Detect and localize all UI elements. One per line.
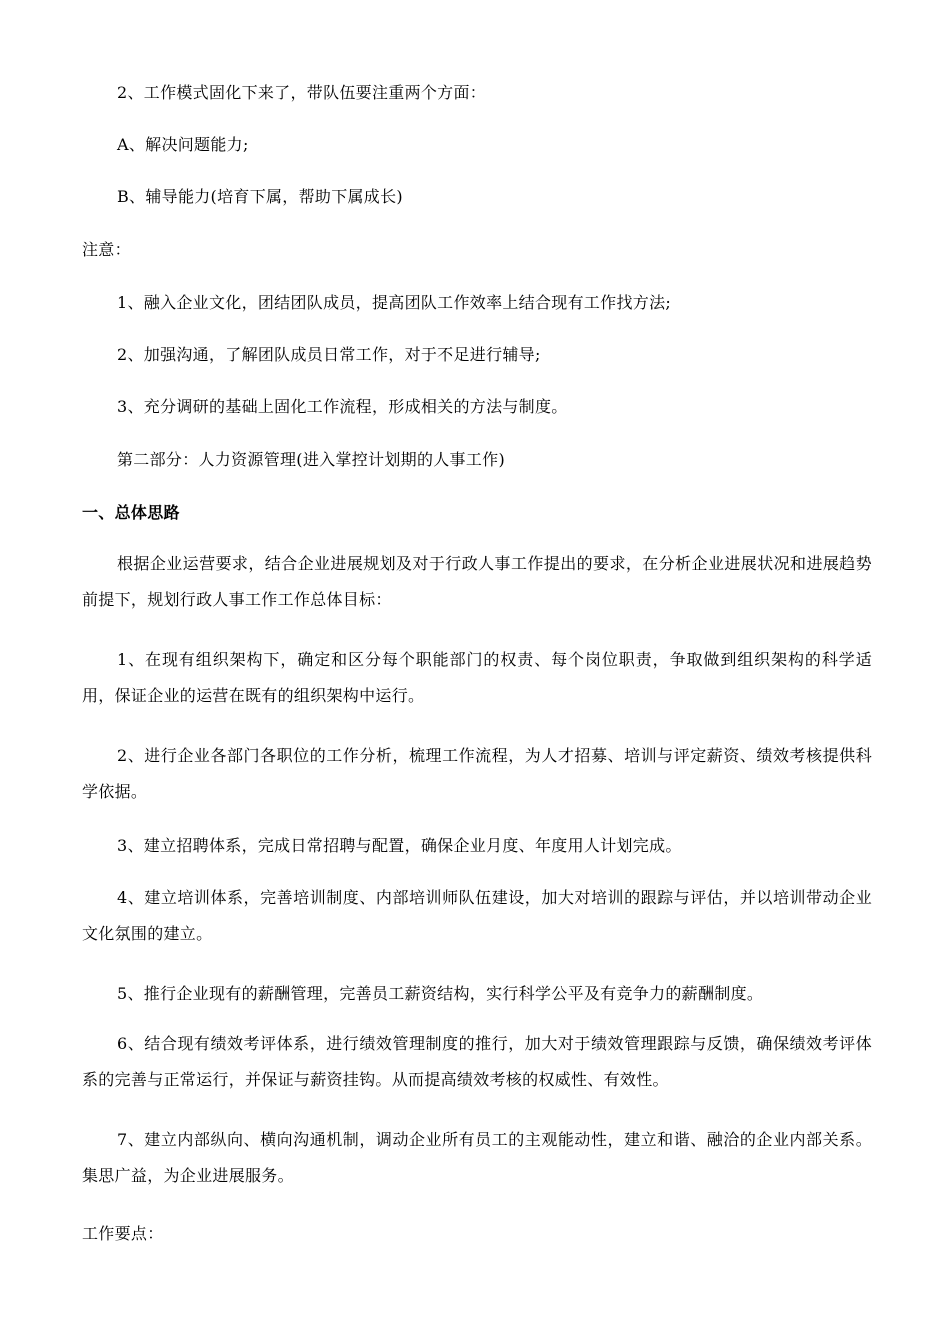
heading-overall-approach: 一、总体思路 bbox=[82, 503, 180, 522]
paragraph-item-a: A、解决问题能力; bbox=[117, 135, 249, 154]
paragraph-goal-2: 2、进行企业各部门各职位的工作分析，梳理工作流程，为人才招募、培训与评定薪资、绩效考核提供科学依据。 bbox=[82, 746, 872, 801]
paragraph-goal-7: 7、建立内部纵向、横向沟通机制，调动企业所有员工的主观能动性，建立和谐、融洽的企业内部关系。集思广益，为企业进展服务。 bbox=[82, 1130, 872, 1185]
paragraph-note-3: 3、充分调研的基础上固化工作流程，形成相关的方法与制度。 bbox=[117, 397, 568, 416]
paragraph-work-points: 工作要点： bbox=[82, 1224, 164, 1243]
paragraph-goal-5: 5、推行企业现有的薪酬管理，完善员工薪资结构，实行科学公平及有竞争力的薪酬制度。 bbox=[117, 984, 764, 1003]
paragraph-overall-intro: 根据企业运营要求，结合企业进展规划及对于行政人事工作提出的要求，在分析企业进展状况和进展趋势前提下，规划行政人事工作工作总体目标： bbox=[82, 554, 872, 609]
paragraph-goal-3: 3、建立招聘体系，完成日常招聘与配置，确保企业月度、年度用人计划完成。 bbox=[117, 836, 682, 855]
paragraph-note-2: 2、加强沟通，了解团队成员日常工作，对于不足进行辅导; bbox=[117, 345, 541, 364]
paragraph-item-b: B、辅导能力(培育下属，帮助下属成长) bbox=[117, 187, 403, 206]
paragraph-goal-4: 4、建立培训体系，完善培训制度、内部培训师队伍建设，加大对培训的跟踪与评估，并以培训带动企业文化氛围的建立。 bbox=[82, 888, 872, 943]
section-title-part-two: 第二部分：人力资源管理(进入掌控计划期的人事工作) bbox=[117, 450, 505, 469]
paragraph-goal-1: 1、在现有组织架构下，确定和区分每个职能部门的权责、每个岗位职责，争取做到组织架构的科学适用，保证企业的运营在既有的组织架构中运行。 bbox=[82, 650, 872, 705]
paragraph-note-label: 注意： bbox=[82, 240, 131, 259]
paragraph-goal-6: 6、结合现有绩效考评体系，进行绩效管理制度的推行，加大对于绩效管理跟踪与反馈，确保绩效考评体系的完善与正常运行，并保证与薪资挂钩。从而提高绩效考核的权威性、有效性。 bbox=[82, 1034, 872, 1089]
paragraph-work-mode: 2、工作模式固化下来了，带队伍要注重两个方面： bbox=[117, 83, 487, 102]
paragraph-note-1: 1、融入企业文化，团结团队成员，提高团队工作效率上结合现有工作找方法; bbox=[117, 293, 672, 312]
